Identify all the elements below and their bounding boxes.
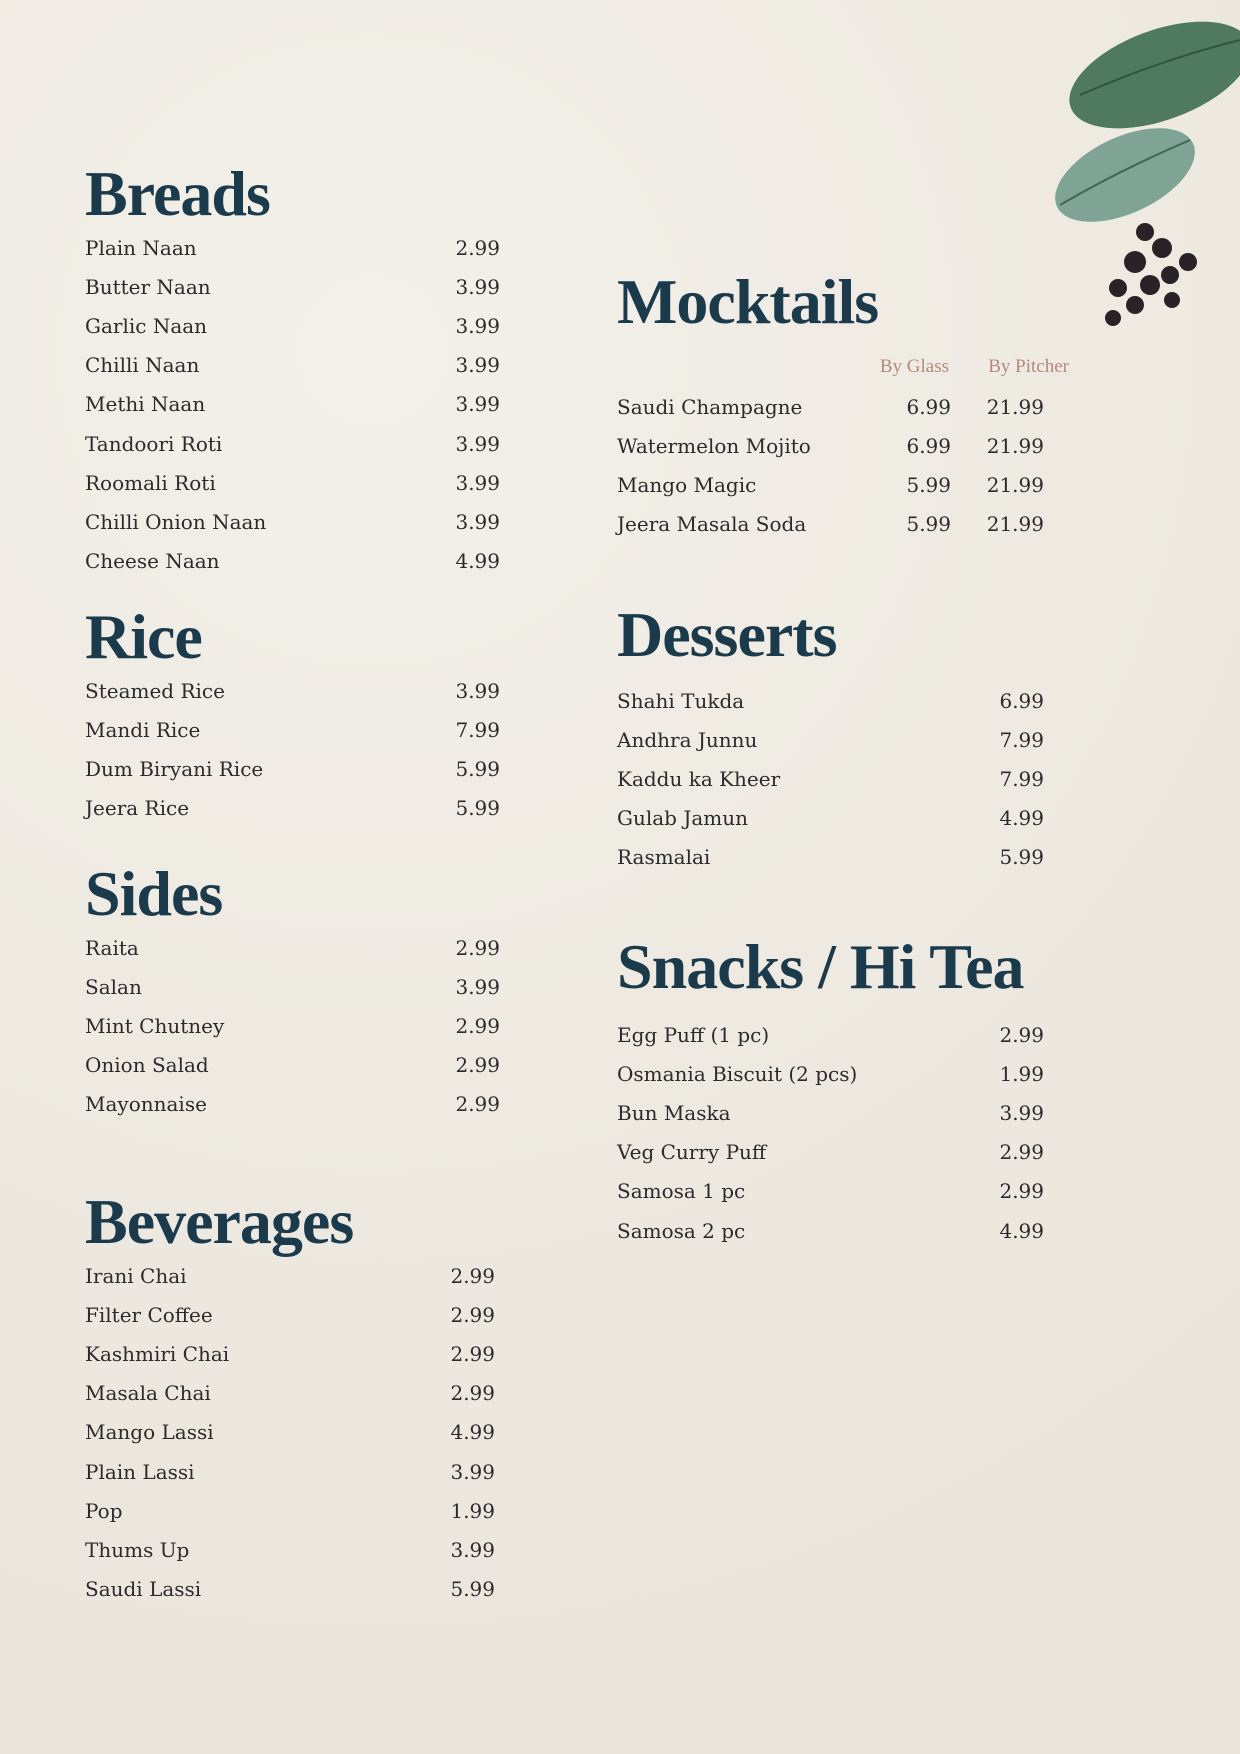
item-name: Pop — [85, 1498, 123, 1523]
item-name: Garlic Naan — [85, 313, 208, 338]
section-title: Snacks / Hi Tea — [617, 931, 1024, 1002]
pitcher-price: 21.99 — [986, 472, 1044, 497]
item-price: 3.99 — [455, 431, 500, 456]
sides-section — [85, 858, 500, 1124]
menu-item — [85, 228, 500, 267]
menu-item — [85, 267, 500, 306]
menu-item — [617, 681, 1044, 720]
menu-item — [85, 1530, 495, 1569]
item-price: 7.99 — [455, 717, 500, 742]
menu-item — [85, 424, 500, 463]
menu-item — [617, 799, 1044, 838]
menu-item — [85, 1491, 495, 1530]
item-name: Tandoori Roti — [85, 431, 223, 456]
menu-item — [85, 928, 500, 967]
item-name: Cheese Naan — [85, 549, 220, 574]
item-name: Bun Maska — [617, 1100, 731, 1125]
menu-item — [617, 1172, 1044, 1211]
item-price: 2.99 — [455, 1053, 500, 1078]
item-price: 3.99 — [455, 470, 500, 495]
item-price: 2.99 — [455, 1092, 500, 1117]
pitcher-price: 21.99 — [986, 433, 1044, 458]
item-name: Saudi Champagne — [617, 394, 803, 419]
item-price: 2.99 — [450, 1341, 495, 1366]
menu-item — [85, 1256, 495, 1295]
section-title: Beverages — [85, 1186, 354, 1257]
item-price: 2.99 — [999, 1022, 1044, 1047]
item-name: Plain Lassi — [85, 1459, 195, 1484]
item-name: Samosa 1 pc — [617, 1179, 746, 1204]
section-title: Mocktails — [617, 266, 879, 337]
menu-item — [617, 759, 1044, 798]
menu-item — [85, 1295, 495, 1334]
menu-item — [85, 385, 500, 424]
item-price: 3.99 — [455, 392, 500, 417]
menu-item — [617, 720, 1044, 759]
pitcher-price: 21.99 — [986, 512, 1044, 537]
menu-item — [85, 1006, 500, 1045]
menu-item — [85, 502, 500, 541]
item-name: Watermelon Mojito — [617, 433, 811, 458]
item-name: Raita — [85, 935, 139, 960]
item-price: 2.99 — [450, 1302, 495, 1327]
item-price: 3.99 — [999, 1100, 1044, 1125]
item-price: 5.99 — [999, 845, 1044, 870]
item-name: Chilli Onion Naan — [85, 509, 267, 534]
menu-item — [85, 463, 500, 502]
menu-item — [85, 710, 500, 749]
section-title: Sides — [85, 858, 223, 929]
item-price: 2.99 — [999, 1179, 1044, 1204]
mocktails-column-headers — [617, 354, 1069, 380]
menu-item — [85, 749, 500, 788]
item-name: Dum Biryani Rice — [85, 756, 264, 781]
item-name: Onion Salad — [85, 1053, 209, 1078]
pitcher-price: 21.99 — [986, 394, 1044, 419]
item-price: 3.99 — [450, 1537, 495, 1562]
item-price: 7.99 — [999, 727, 1044, 752]
menu-item — [617, 1015, 1044, 1054]
menu-item — [85, 1046, 500, 1085]
item-price: 1.99 — [999, 1061, 1044, 1086]
item-name: Jeera Rice — [85, 796, 190, 821]
item-price: 2.99 — [455, 1013, 500, 1038]
item-price: 5.99 — [455, 756, 500, 781]
desserts-section — [617, 599, 1044, 877]
menu-item — [617, 1054, 1044, 1093]
menu-item — [617, 1133, 1044, 1172]
menu-item — [85, 306, 500, 345]
item-name: Butter Naan — [85, 274, 211, 299]
item-name: Irani Chai — [85, 1263, 187, 1288]
menu-item — [85, 1570, 495, 1609]
item-price: 3.99 — [455, 678, 500, 703]
item-name: Samosa 2 pc — [617, 1218, 746, 1243]
item-price: 3.99 — [450, 1459, 495, 1484]
section-title: Breads — [85, 158, 270, 229]
item-name: Roomali Roti — [85, 470, 216, 495]
item-name: Kashmiri Chai — [85, 1341, 230, 1366]
item-price: 6.99 — [999, 688, 1044, 713]
item-price: 3.99 — [455, 313, 500, 338]
item-price: 3.99 — [455, 974, 500, 999]
glass-price: 6.99 — [906, 394, 951, 419]
item-name: Shahi Tukda — [617, 688, 745, 713]
menu-item — [85, 967, 500, 1006]
item-name: Mint Chutney — [85, 1013, 225, 1038]
item-price: 5.99 — [455, 796, 500, 821]
item-name: Andhra Junnu — [617, 727, 758, 752]
item-name: Mayonnaise — [85, 1092, 207, 1117]
item-name: Filter Coffee — [85, 1302, 213, 1327]
menu-item — [85, 1452, 495, 1491]
item-name: Masala Chai — [85, 1381, 211, 1406]
menu-item — [85, 346, 500, 385]
item-name: Plain Naan — [85, 235, 197, 260]
rice-section — [85, 601, 500, 828]
item-name: Mandi Rice — [85, 717, 201, 742]
section-title: Rice — [85, 601, 202, 672]
item-price: 2.99 — [450, 1263, 495, 1288]
item-name: Jeera Masala Soda — [617, 512, 807, 537]
menu-item — [85, 1413, 495, 1452]
item-name: Osmania Biscuit (2 pcs) — [617, 1061, 858, 1086]
breads-section — [85, 158, 500, 581]
item-price: 1.99 — [450, 1498, 495, 1523]
item-name: Thums Up — [85, 1537, 190, 1562]
menu-item — [617, 505, 1044, 544]
item-price: 4.99 — [999, 1218, 1044, 1243]
item-name: Mango Lassi — [85, 1420, 214, 1445]
glass-price: 5.99 — [906, 512, 951, 537]
item-name: Egg Puff (1 pc) — [617, 1022, 770, 1047]
item-price: 3.99 — [455, 274, 500, 299]
menu-item — [617, 1093, 1044, 1132]
menu-item — [617, 387, 1044, 426]
snacks-section — [617, 931, 1044, 1250]
item-price: 2.99 — [455, 235, 500, 260]
menu-item — [85, 1374, 495, 1413]
menu-item — [85, 1334, 495, 1373]
menu-item — [85, 789, 500, 828]
item-name: Saudi Lassi — [85, 1577, 202, 1602]
item-price: 3.99 — [455, 353, 500, 378]
item-name: Chilli Naan — [85, 353, 200, 378]
item-price: 4.99 — [450, 1420, 495, 1445]
item-name: Steamed Rice — [85, 678, 225, 703]
menu-item — [617, 1211, 1044, 1250]
by-glass-header: By Glass — [879, 356, 949, 377]
item-name: Kaddu ka Kheer — [617, 766, 781, 791]
menu-item — [617, 465, 1044, 504]
menu-item — [85, 542, 500, 581]
item-name: Veg Curry Puff — [617, 1140, 767, 1165]
glass-price: 6.99 — [906, 433, 951, 458]
item-price: 2.99 — [999, 1140, 1044, 1165]
menu-item — [617, 838, 1044, 877]
item-name: Methi Naan — [85, 392, 206, 417]
glass-price: 5.99 — [906, 472, 951, 497]
item-name: Mango Magic — [617, 472, 757, 497]
section-title: Desserts — [617, 599, 837, 670]
menu-item — [85, 1085, 500, 1124]
mocktails-section — [617, 266, 1069, 544]
item-price: 4.99 — [999, 806, 1044, 831]
by-pitcher-header: By Pitcher — [988, 356, 1069, 377]
item-price: 2.99 — [455, 935, 500, 960]
beverages-section — [85, 1186, 495, 1609]
item-name: Gulab Jamun — [617, 806, 749, 831]
item-price: 5.99 — [450, 1577, 495, 1602]
item-price: 2.99 — [450, 1381, 495, 1406]
item-price: 7.99 — [999, 766, 1044, 791]
item-price: 4.99 — [455, 549, 500, 574]
item-name: Rasmalai — [617, 845, 711, 870]
menu-item — [85, 671, 500, 710]
menu-item — [617, 426, 1044, 465]
item-name: Salan — [85, 974, 142, 999]
item-price: 3.99 — [455, 509, 500, 534]
